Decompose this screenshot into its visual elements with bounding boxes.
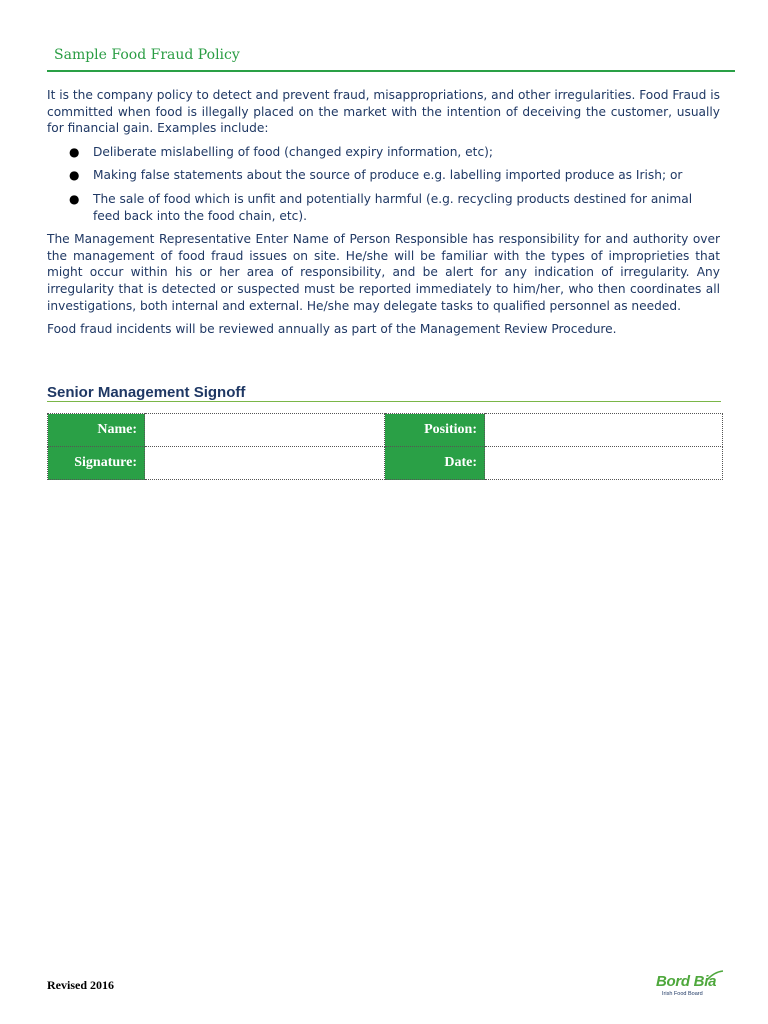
- responsibility-paragraph: The Management Representative Enter Name of Person Responsible has responsibility for and authority over the management of food fraud issues on site. He/she will be familiar with the types of improprieties that might occur within his or her area of responsibility, and be alert for any indication of irregularity. Any irregularity that is detected or suspected must be reported immediately to him/her, who then coordinates all investigations, both internal and external. He/she may delegate tasks to qualified personnel as needed.: [47, 232, 720, 313]
- logo-tagline-text: Irish Food Board: [662, 991, 703, 997]
- page-header: [47, 44, 735, 72]
- review-paragraph: Food fraud incidents will be reviewed annually as part of the Management Review Procedure.: [47, 322, 617, 337]
- list-item: [69, 191, 720, 224]
- signature-label: Signature:: [48, 447, 145, 480]
- signoff-section-heading: [47, 382, 721, 402]
- signature-field[interactable]: [145, 447, 385, 480]
- list-item-text: The sale of food which is unfit and potentially harmful (e.g. recycling products destined for animal feed back into the food chain, etc).: [93, 191, 693, 223]
- revision-note: Revised 2016: [47, 978, 114, 992]
- list-item: [69, 144, 720, 161]
- bullet-icon: ●: [69, 191, 80, 206]
- intro-paragraph: It is the company policy to detect and prevent fraud, misappropriations, and other irregularities. Food Fraud is committed when food is illegally placed on the market with the intention of deceiving the customer, usually for financial gain. Examples include:: [47, 88, 720, 136]
- logo-brand-text: Bord Bia: [656, 973, 717, 990]
- document-title: Sample Food Fraud Policy: [54, 47, 240, 63]
- policy-body: [47, 87, 720, 345]
- list-item: [69, 167, 720, 184]
- signoff-heading-text: Senior Management Signoff: [47, 384, 246, 401]
- position-label: Position:: [385, 414, 485, 447]
- logo-swoosh-icon: [706, 970, 724, 982]
- name-field[interactable]: [145, 414, 385, 447]
- name-label: Name:: [48, 414, 145, 447]
- list-item-text: Deliberate mislabelling of food (changed expiry information, etc);: [93, 144, 494, 159]
- bullet-icon: ●: [69, 144, 80, 159]
- date-field[interactable]: [485, 447, 723, 480]
- list-item-text: Making false statements about the source of produce e.g. labelling imported produce as Irish; or: [93, 168, 683, 183]
- signoff-table: [47, 413, 723, 480]
- table-row: [48, 447, 723, 480]
- date-label: Date:: [385, 447, 485, 480]
- bullet-icon: ●: [69, 168, 80, 183]
- examples-list: [47, 144, 720, 224]
- table-row: [48, 414, 723, 447]
- position-field[interactable]: [485, 414, 723, 447]
- bord-bia-logo: [654, 970, 724, 1000]
